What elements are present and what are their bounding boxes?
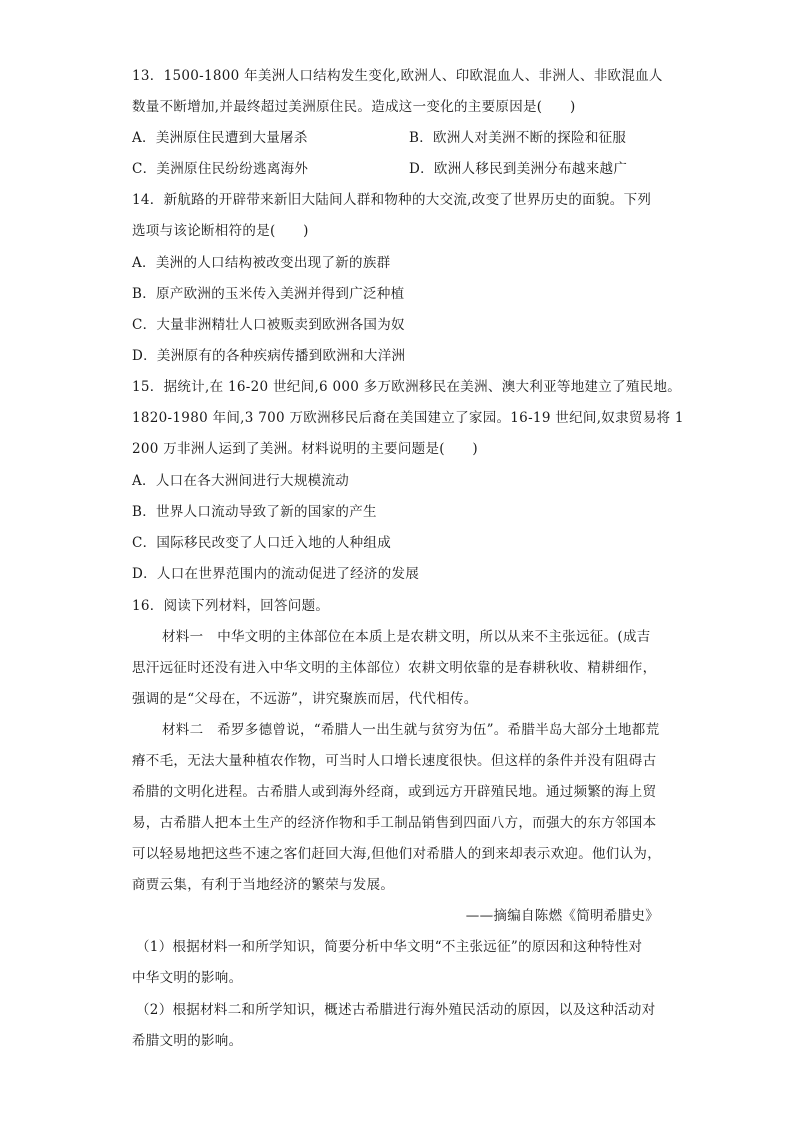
q14-option-b: B．原产欧洲的玉米传入美洲并得到广泛种植 [132, 286, 405, 302]
q16-material1-line3: 强调的是“父母在，不远游”，讲究聚族而居，代代相传。 [132, 691, 478, 707]
q14-option-c: C．大量非洲精壮人口被贩卖到欧洲各国为奴 [132, 317, 405, 333]
q16-material1-line2: 思汗远征时还没有进入中华文明的主体部位）农耕文明依靠的是春耕秋收、精耕细作， [132, 660, 657, 676]
q14-stem-line2: 选项与该论断相符的是( ) [132, 223, 309, 239]
q16-material2-line3: 希腊的文明化进程。古希腊人或到海外经商，或到远方开辟殖民地。通过频繁的海上贸 [132, 784, 657, 800]
q15-stem-line1: 15．据统计,在 16-20 世纪间,6 000 多万欧洲移民在美洲、澳大利亚等地建立了殖民地。 [132, 379, 682, 395]
q16-sub2-line2: 希腊文明的影响。 [132, 1033, 243, 1049]
q16-material2-line2: 瘠不毛，无法大量种植农作物，可当时人口增长速度很快。但这样的条件并没有阻碍古 [132, 753, 657, 769]
q15-option-d: D．人口在世界范围内的流动促进了经济的发展 [132, 566, 420, 582]
q16-sub2-line1: （2）根据材料二和所学知识，概述古希腊进行海外殖民活动的原因，以及这种活动对 [136, 1002, 656, 1018]
q16-sub1-line1: （1）根据材料一和所学知识，简要分析中华文明“不主张远征”的原因和这种特性对 [136, 939, 643, 955]
q16-stem: 16．阅读下列材料，回答问题。 [132, 598, 330, 614]
q13-stem-line1: 13．1500-1800 年美洲人口结构发生变化,欧洲人、印欧混血人、非洲人、非欧混血人 [132, 68, 663, 84]
q15-option-a: A．人口在各大洲间进行大规模流动 [132, 473, 350, 489]
q16-material2-line6: 商贾云集，有利于当地经济的繁荣与发展。 [132, 877, 395, 893]
q15-option-c: C．国际移民改变了人口迁入地的人种组成 [132, 535, 392, 551]
q14-stem-line1: 14．新航路的开辟带来新旧大陆间人群和物种的大交流,改变了世界历史的面貌。下列 [132, 192, 652, 208]
q13-option-b: B．欧洲人对美洲不断的探险和征服 [409, 130, 627, 146]
q16-material2-line5: 可以轻易地把这些不速之客们赶回大海,但他们对希腊人的到来却表示欢迎。他们认为， [132, 846, 661, 862]
q14-option-d: D．美洲原有的各种疾病传播到欧洲和大洋洲 [132, 348, 406, 364]
q16-sub1-line2: 中华文明的影响。 [132, 970, 243, 986]
q14-option-a: A．美洲的人口结构被改变出现了新的族群 [132, 255, 391, 271]
q16-material2-line4: 易，古希腊人把本土生产的经济作物和手工制品销售到四面八方，而强大的东方邻国本 [132, 815, 657, 831]
q13-option-c: C．美洲原住民纷纷逃离海外 [132, 161, 309, 177]
q16-material1-line1: 材料一 中华文明的主体部位在本质上是农耕文明，所以从来不主张远征。(成吉 [162, 629, 651, 645]
q13-stem-line2: 数量不断增加,并最终超过美洲原住民。造成这一变化的主要原因是( ) [132, 99, 576, 115]
q13-option-d: D．欧洲人移民到美洲分布越来越广 [409, 161, 628, 177]
q15-stem-line2: 1820-1980 年间,3 700 万欧洲移民后裔在美国建立了家园。16-19 世纪间,奴隶贸易将 1 [132, 410, 684, 426]
q16-source-citation: ——摘编自陈燃《简明希腊史》 [465, 908, 659, 924]
q15-option-b: B．世界人口流动导致了新的国家的产生 [132, 504, 377, 520]
q16-material2-line1: 材料二 希罗多德曾说，“希腊人一出生就与贫穷为伍”。希腊半岛大部分土地都荒 [162, 722, 660, 738]
q13-option-a: A．美洲原住民遭到大量屠杀 [132, 130, 308, 146]
q15-stem-line3: 200 万非洲人运到了美洲。材料说明的主要问题是( ) [132, 441, 478, 457]
